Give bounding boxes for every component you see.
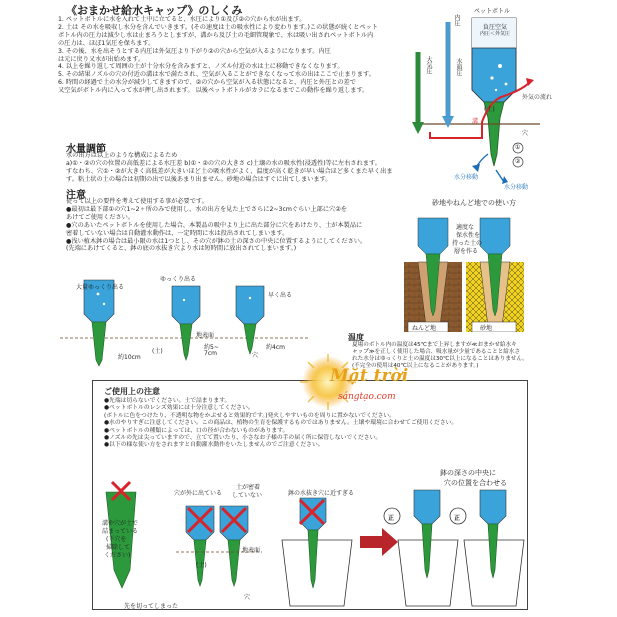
neg-pressure-label: 負圧空気 <box>483 24 508 31</box>
notes-heading: 注意 <box>66 190 86 201</box>
not-tight-label-2: していない <box>232 492 263 499</box>
mechanism-line: は元に戻り又水が出始めます。 <box>58 55 145 63</box>
mechanism-line: 4. 以上を繰り返して周囲の土が十分水分を含みますと、ノズル付近の水は土に移動できなくなります。 <box>58 63 344 71</box>
water-move-label-2: 水分移動 <box>504 184 529 191</box>
soil-note-3: 持った土の <box>452 240 483 247</box>
drain-hole-label: 鉢の水抜き穴に近すぎる <box>288 490 355 497</box>
soil-label-top: (土) <box>484 106 495 113</box>
mechanism-line: 3. その後、水を出そうとする内圧は外気圧より下がり②の穴から空気が入るようになります。内圧 <box>58 47 331 55</box>
notes-line: 従って以上の要件を考えて使用する事が必要です。 <box>66 198 208 205</box>
groove-note-2: 詰まっている <box>102 528 139 535</box>
cut-tip-label: 先を切ってしまった <box>124 603 179 610</box>
temperature-line: れた水分はゆっくりと土の温度は30℃以上になることはありません。 <box>352 356 528 362</box>
water-control-line: a)①・②の穴の位置の高低差による水圧差 b)①・②の穴の大きさ c)土壌の水の吸水性(浸透性)等に左右されます。 <box>66 159 381 167</box>
mechanism-line: 1. ペットボトルに水を入れて土中に立てると、水圧により①及び②の穴から水が出ます。 <box>58 16 306 23</box>
soil-note-4: 層を作る <box>454 248 479 255</box>
brand-domain: sángtạo.com <box>338 392 396 402</box>
correct-mark-2: 正 <box>454 515 461 522</box>
notes-line: ●最初は最下部①の穴1~2ヶ所のみで使用し、水の出方を見た上でさらに2~3cmぐらい上部に穴②を <box>66 205 347 213</box>
neg-pressure-sub: 内圧＜外気圧 <box>480 31 511 37</box>
water-control-line: すなわち、穴①・②が大きく高低差が大きいほど土の吸水性がよく、温度が高く乾きが早い場合ほど多くまた早く出ま <box>66 167 393 175</box>
mechanism-line: 5. その結果ノズルの穴の付近の溝は水で満たされ、空気が入ることができなくなって水の出はここで止まります。 <box>58 71 375 79</box>
water-control-line: す。粘土状の土の場合は初期の出で以後あまり出ません。砂地の場合はすぐに出てしまいます。 <box>66 175 332 183</box>
brand-name: Mặt trời <box>330 366 409 386</box>
mechanism-diagram <box>400 4 540 196</box>
usage-line: ●以下の様な使い方をされますと自動灌水動作をいたしませんのでご注意ください。 <box>104 442 324 449</box>
brand-watermark <box>300 352 418 422</box>
hole-out-label: 穴が外に出ている <box>174 490 223 497</box>
temperature-line: ャップ≫を正しく使用した場合、吸水量が少量であることと給水さ <box>352 349 521 355</box>
mechanism-line: ボトル内の圧力は減少し水は止まろうとしますが、溝から及び土の毛細管現象で、水は吸い出されペットボトル内 <box>58 31 374 39</box>
soil-note-2: 保水性を <box>456 232 481 239</box>
usage-line: ●ノズルの先は尖っていますので、立てて置いたり、小さなお子様の手の届く所に保管しないでください。 <box>104 435 382 442</box>
head-pressure-label: 水頭圧 <box>455 58 462 76</box>
flow-label-fast: 早く出る <box>268 292 293 299</box>
notes-line: あけてご使用ください。 <box>66 213 135 221</box>
clay-label: ねんど地 <box>412 325 437 332</box>
notes-line: (先端にあけてくると、鉢の底の水抜き穴より水は短時間に放出されてしまいます。) <box>66 245 297 253</box>
temperature-heading: 温度 <box>348 333 364 342</box>
groove-label: 溝 <box>472 118 479 125</box>
groove-note-5: ください) <box>104 552 131 559</box>
hole-1-label: ① <box>515 144 521 151</box>
soil-note-1: 適度な <box>456 224 475 231</box>
usage-line: ●水のやりすぎに注意してください。この商品は、植物の生育を保護するものではありません。土壌や環境に合わせてご使用ください。 <box>104 420 458 427</box>
hole-2-label: ② <box>515 158 521 165</box>
flow-soil-label: (土) <box>152 348 163 355</box>
hole-label-top: 穴 <box>522 130 529 137</box>
usage-line: (ボトルに色をつけたり、不透明な物をかぶせると効果的です。)発火しやすいものを周りに置かないでください。 <box>104 412 396 419</box>
notes-text <box>66 198 366 253</box>
flow-surface-label: 地表面 <box>196 332 215 339</box>
groove-note-3: (下穴を <box>106 536 127 543</box>
soil-types-heading: 砂地やねんど地での使い方 <box>432 199 516 207</box>
water-control-heading: 水量調節 <box>66 144 106 155</box>
notes-line: ●浅い植木鉢の場合は最小限の水は1つとし、その穴が鉢の土の深さの中央に位置するようにしてください。 <box>66 237 367 245</box>
flow-depth-3: 7cm <box>204 350 217 357</box>
water-move-label-1: 水分移動 <box>454 174 479 181</box>
groove-note-4: 掃除して <box>106 544 131 551</box>
mechanism-line: 6. 時間の経過で土の水分が減少してきますので、②の穴から空気が入る状態になると、内圧と外圧との差で <box>58 79 356 87</box>
flow-hole-label: 穴 <box>252 352 259 359</box>
sun-logo-icon <box>300 352 418 422</box>
notes-line: ●穴のあいたペットボトルを使用した場合、本製品の吸中より上に出た部分に穴をあけたり、土が本製品に <box>66 221 363 229</box>
flow-label-slow: ゆっくり出る <box>160 276 196 283</box>
pot-depth-label-2: 穴の位置を合わせる <box>444 479 507 487</box>
flow-depth-4: 約4cm <box>266 344 285 351</box>
groove-note-1: 溝や穴が土で <box>102 520 139 527</box>
mechanism-line: の圧力は、ほぼ1気圧を保ちます。 <box>58 39 155 47</box>
flow-depth-2: 約5~ <box>204 344 219 351</box>
not-tight-label-1: 土が密着 <box>236 484 261 491</box>
bottom-soil-label: (土) <box>196 562 207 569</box>
bottom-surface-label: 地表面 <box>242 547 261 554</box>
usage-line: ●ペットボトルの種類によっては、口の径が合わないものがあります。 <box>104 427 289 434</box>
usage-line: ●先端は切らないでください。土で詰まります。 <box>104 398 231 404</box>
flow-depth-1: 約10cm <box>118 354 141 361</box>
usage-line: ●ペットボトルのレンズ効果には十分注意してください。 <box>104 405 254 412</box>
temperature-line: 夏場のボトル内の温度は45℃まで上昇しますが≪おまかせ給水キ <box>352 342 517 348</box>
air-flow-label: 外気の流れ <box>522 94 553 101</box>
inner-pressure-label: 内圧 <box>453 14 460 26</box>
flow-label-much: 大量ゆっくり出る <box>76 284 124 291</box>
bottle-label: ペットボトル <box>474 8 511 15</box>
atm-pressure-label: 大気圧 <box>425 56 432 74</box>
sand-label: 砂地 <box>480 325 493 332</box>
page-title: 《おまかせ給水キャップ》のしくみ <box>66 4 243 17</box>
mechanism-line: 2. 土は その水を吸収し水分を含んでいきます。(その速度は土の吸水性により変わります。)この状態が続くとペット <box>58 23 378 31</box>
bottom-hole-label: 穴 <box>244 594 251 601</box>
usage-notes-heading: ご使用上の注意 <box>104 387 160 396</box>
water-control-text <box>66 152 393 184</box>
correct-mark-1: 正 <box>388 515 395 522</box>
mechanism-text <box>58 16 378 95</box>
notes-line: 密着していない場合は自動灌水動作は、一定時間に水は投出されてしまいます。 <box>66 229 289 237</box>
water-control-line: 水の出方は以上のような構成によるため <box>66 152 178 159</box>
pot-depth-label-1: 鉢の深さの中央に <box>440 469 496 477</box>
mechanism-line: 又空気がボトル内に入って水が押し出されます。 以後ペットボトルがカラになるまでこの動作を繰り返します。 <box>58 87 369 95</box>
temperature-line: (不完全の使用は40℃以上になることがあります。) <box>352 363 479 369</box>
